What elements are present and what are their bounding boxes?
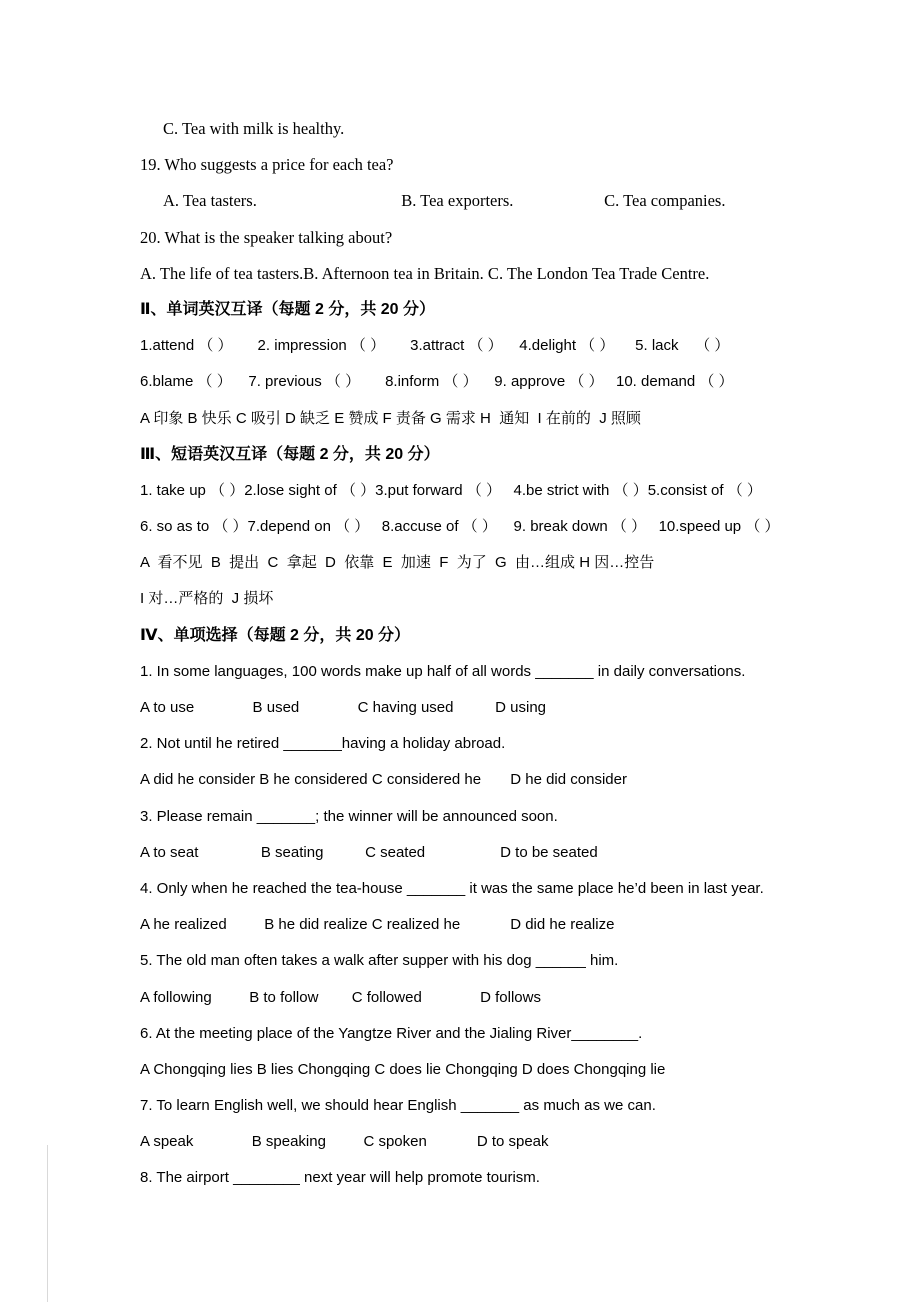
question-line: 20. What is the speaker talking about? bbox=[140, 227, 393, 247]
question-line: 8. The airport ________ next year will help promote tourism. bbox=[140, 1169, 540, 1187]
section-header: Ⅳ、单项选择（每题 2 分，共 20 分） bbox=[140, 626, 411, 644]
phrase-items-line: 1. take up （ ）2.lose sight of （ ）3.put forward （ ） 4.be strict with （ ）5.consist of （ ） bbox=[140, 481, 762, 499]
question-line: 4. Only when he reached the tea-house _______ it was the same place he’d been in last year. bbox=[140, 879, 764, 897]
page-edge-artifact bbox=[47, 1145, 48, 1302]
phrase-choices-line: A 看不见 B 提出 C 拿起 D 依靠 E 加速 F 为了 G 由…组成 H 因…控告 bbox=[140, 554, 655, 572]
section-header: Ⅱ、单词英汉互译（每题 2 分，共 20 分） bbox=[140, 300, 436, 318]
vocab-items-line: 6.blame （ ） 7. previous （ ） 8.inform （ ） 9. approve （ ） 10. demand （ ） bbox=[140, 373, 734, 391]
answer-options-line: A to use B used C having used D using bbox=[140, 699, 547, 716]
question-line: 2. Not until he retired _______having a holiday abroad. bbox=[140, 735, 506, 753]
answer-options-line: A to seat B seating C seated D to be seated bbox=[140, 843, 598, 861]
vocab-choices-line: A 印象 B 快乐 C 吸引 D 缺乏 E 赞成 F 责备 G 需求 H 通知 I 在前的 J 照顾 bbox=[140, 409, 641, 427]
question-line: 6. At the meeting place of the Yangtze River and the Jialing River________. bbox=[140, 1024, 643, 1042]
question-line: 19. Who suggests a price for each tea? bbox=[140, 155, 394, 175]
question-line: 3. Please remain _______; the winner will be announced soon. bbox=[140, 807, 558, 825]
question-line: 1. In some languages, 100 words make up half of all words _______ in daily conversations. bbox=[140, 662, 746, 680]
answer-options-line: A. The life of tea tasters.B. Afternoon tea in Britain. C. The London Tea Trade Centre. bbox=[140, 263, 710, 283]
question-line: 7. To learn English well, we should hear English _______ as much as we can. bbox=[140, 1097, 656, 1115]
vocab-items-line: 1.attend （ ） 2. impression （ ） 3.attract （ ） 4.delight （ ） 5. lack （ ） bbox=[140, 337, 730, 355]
answer-options-line: A did he consider B he considered C considered he D he did consider bbox=[140, 771, 627, 789]
question-line: 5. The old man often takes a walk after supper with his dog ______ him. bbox=[140, 952, 619, 970]
document-content bbox=[140, 111, 900, 1197]
answer-options-line: A Chongqing lies B lies Chongqing C does lie Chongqing D does Chongqing lie bbox=[140, 1060, 666, 1078]
answer-options-line: A he realized B he did realize C realized he D did he realize bbox=[140, 916, 615, 934]
phrase-choices-line: I 对…严格的 J 损坏 bbox=[140, 590, 274, 608]
answer-options-line: A following B to follow C followed D follows bbox=[140, 988, 541, 1006]
phrase-items-line: 6. so as to （ ）7.depend on （ ） 8.accuse of （ ） 9. break down （ ） 10.speed up （ ） bbox=[140, 518, 780, 536]
section-header: Ⅲ、短语英汉互译（每题 2 分，共 20 分） bbox=[140, 445, 440, 463]
answer-option-line: C. Tea with milk is healthy. bbox=[163, 119, 345, 138]
answer-options-line: A. Tea tasters. B. Tea exporters. C. Tea companies. bbox=[163, 191, 726, 211]
answer-options-line: A speak B speaking C spoken D to speak bbox=[140, 1133, 549, 1151]
